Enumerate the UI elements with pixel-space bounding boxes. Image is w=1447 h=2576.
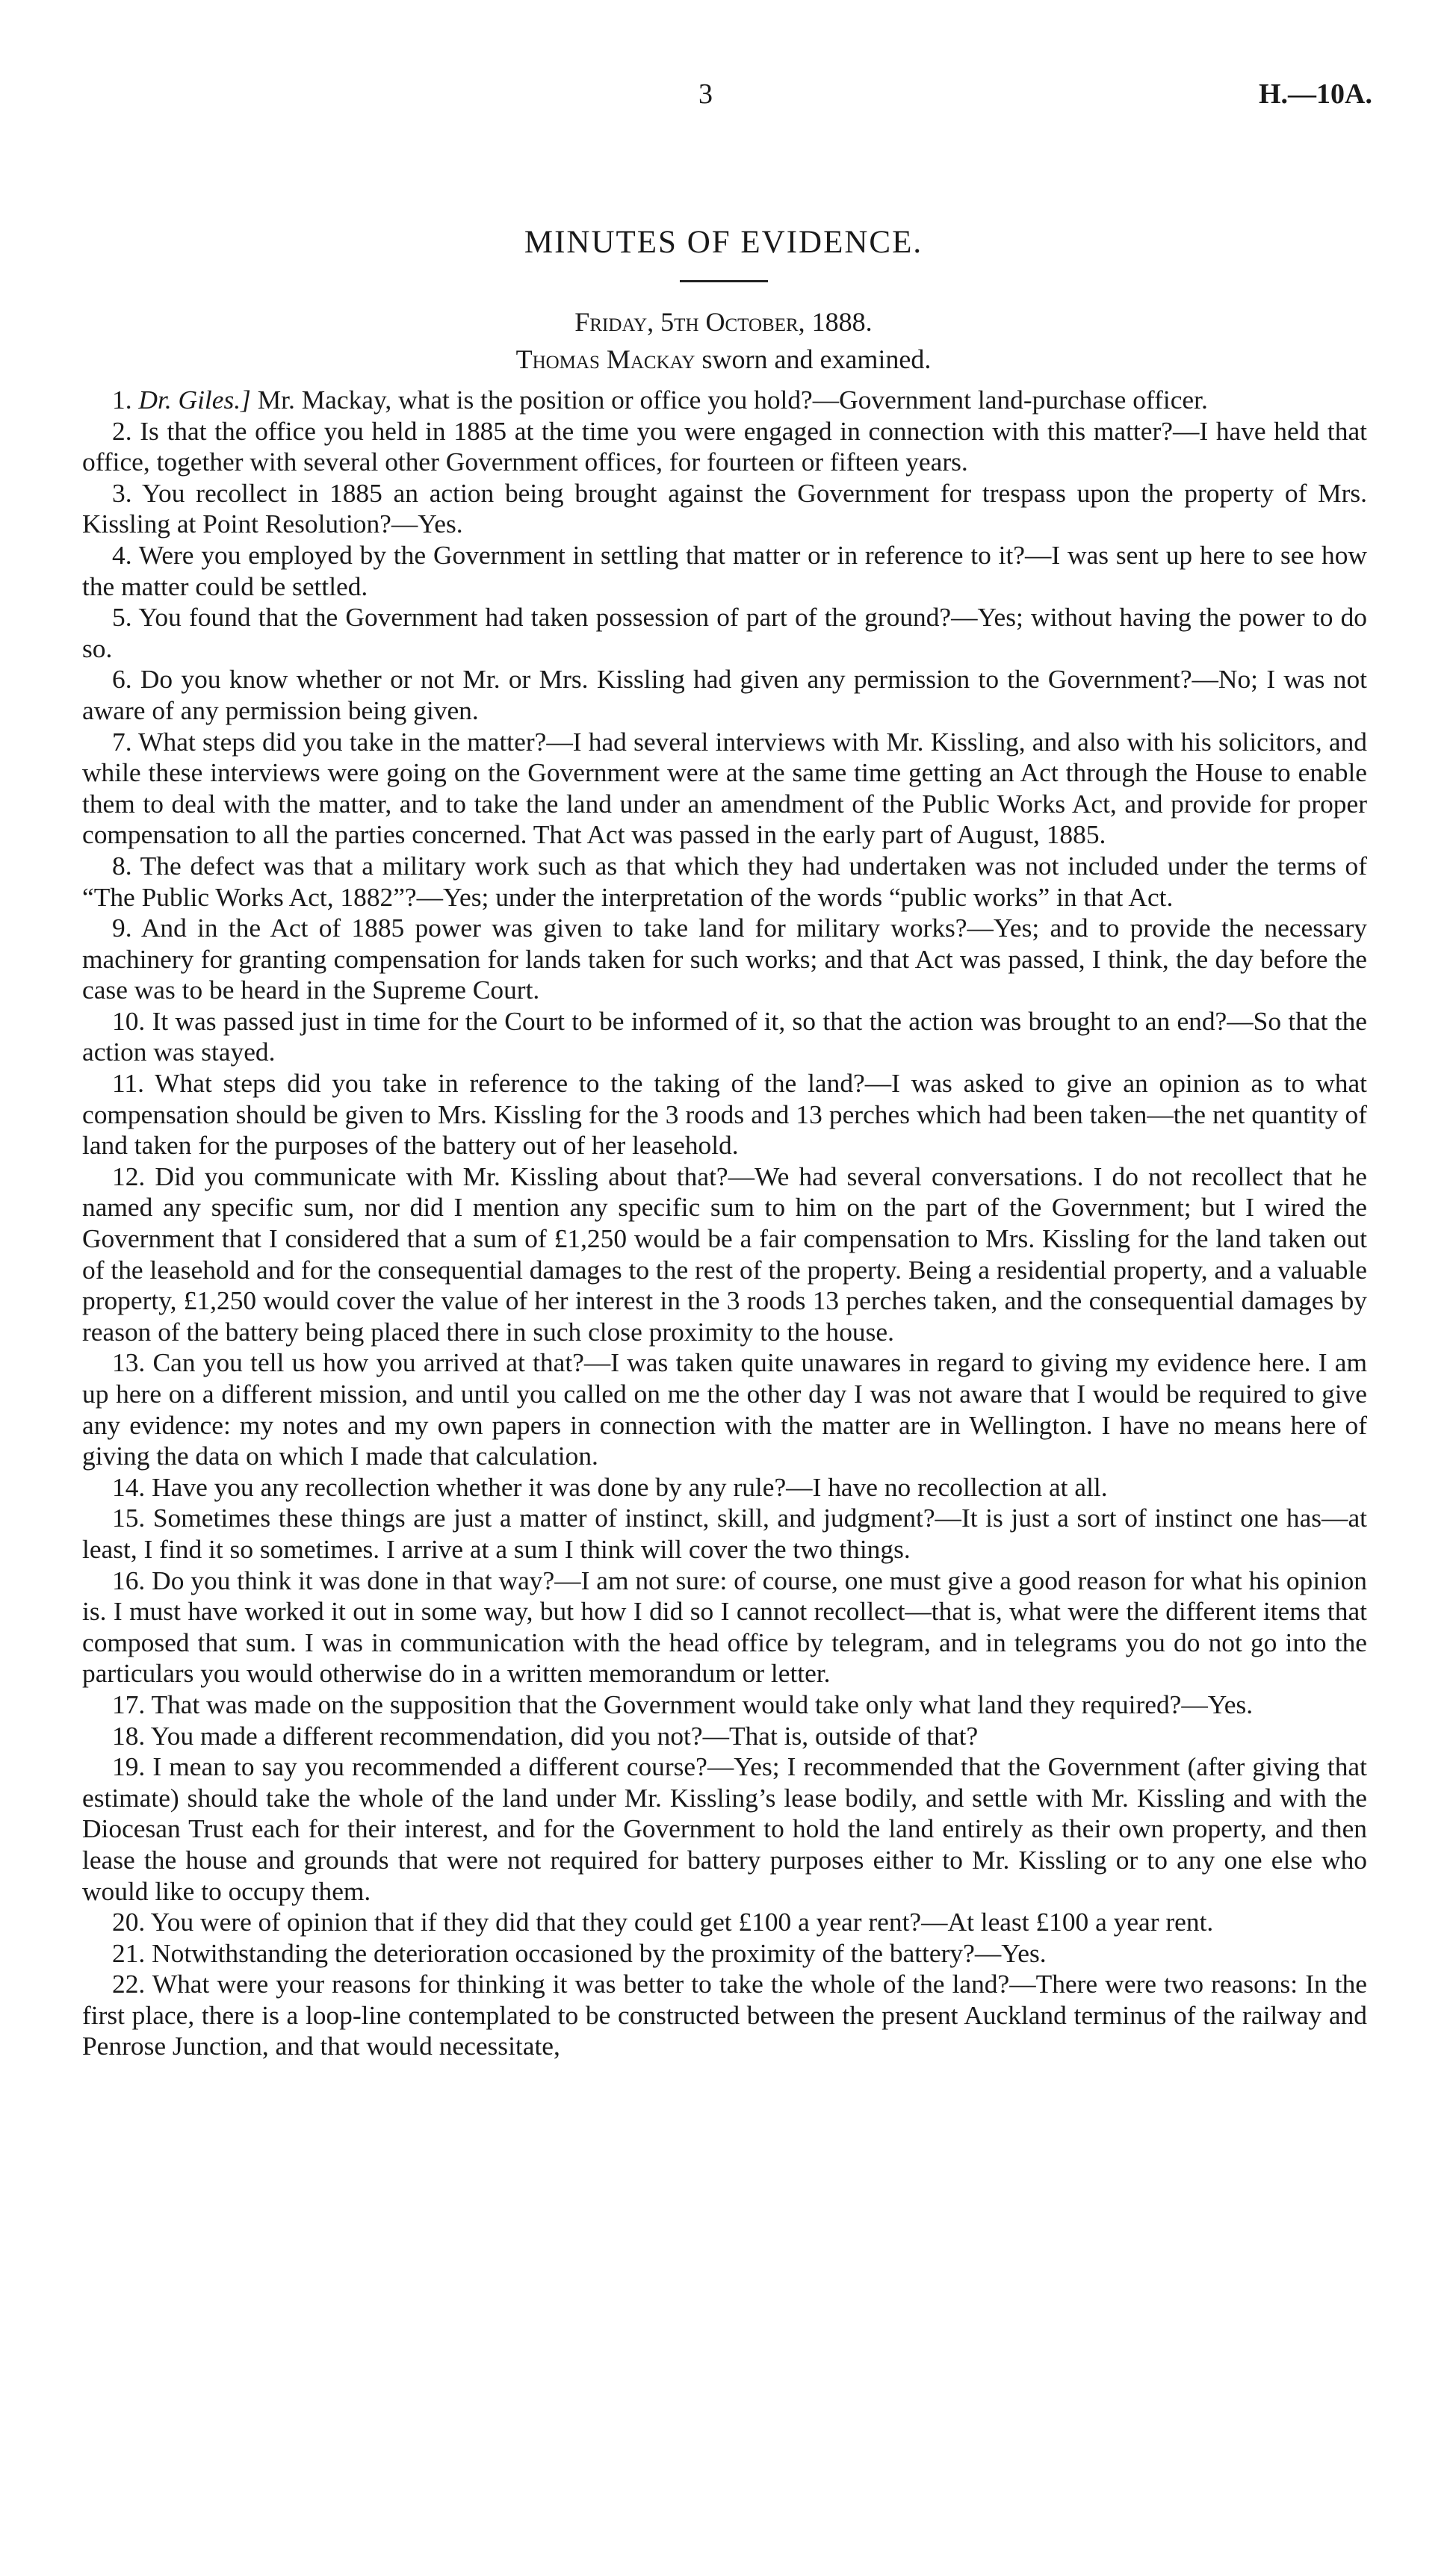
evidence-paragraph: [82, 385, 1367, 416]
question-number: 9.: [112, 913, 132, 943]
question-answer-text: I mean to say you recommended a different course?—Yes; I recommended that the Government (after giving that estimate) should take the whole of the land under Mr. Kissling’s lease bodily, and settle with Mr. Kissling and with the Diocesan Trust each for their interest, and for the Government to hold the land entirely as their own property, and then lease the house and grounds that were not required for battery purposes either to Mr. Kissling or to any one else who would like to occupy them.: [82, 1751, 1367, 1906]
evidence-paragraph: [82, 602, 1367, 664]
evidence-paragraph: [82, 1907, 1367, 1938]
question-number: 14.: [112, 1471, 146, 1502]
evidence-paragraph: [82, 416, 1367, 478]
question-answer-text: Have you any recollection whether it was done by any rule?—I have no recollection at all.: [152, 1471, 1108, 1502]
question-number: 12.: [112, 1161, 146, 1191]
evidence-list: [82, 385, 1367, 2062]
question-number: 21.: [112, 1937, 146, 1968]
question-number: 18.: [112, 1720, 146, 1751]
evidence-paragraph: [82, 1751, 1367, 1907]
question-answer-text: You were of opinion that if they did that they could get £100 a year rent?—At least £100 a year rent.: [150, 1907, 1214, 1937]
title-divider: [680, 280, 768, 282]
question-number: 17.: [112, 1689, 146, 1719]
witness-status: sworn and examined.: [701, 344, 932, 374]
question-answer-text: What steps did you take in reference to the taking of the land?—I was asked to give an opinion as to what compensation should be given to Mrs. Kissling for the 3 roods and 13 perches which had been taken—the net quantity of land taken for the purposes of the battery out of her leasehold.: [82, 1068, 1367, 1161]
evidence-paragraph: [82, 1503, 1367, 1565]
evidence-paragraph: [82, 1472, 1367, 1503]
evidence-paragraph: [82, 1689, 1367, 1721]
question-number: 7.: [112, 726, 132, 757]
page-header: [0, 78, 1447, 122]
evidence-paragraph: [82, 913, 1367, 1006]
question-answer-text: You made a different recommendation, did you not?—That is, outside of that?: [150, 1720, 979, 1751]
page-number: 3: [698, 78, 713, 110]
question-answer-text: Mr. Mackay, what is the position or office you hold?—Government land-purchase officer.: [257, 385, 1208, 415]
evidence-paragraph: [82, 664, 1367, 726]
question-answer-text: It was passed just in time for the Court to be informed of it, so that the action was brought to an end?—So that the action was stayed.: [82, 1005, 1367, 1067]
evidence-paragraph: [82, 1161, 1367, 1348]
evidence-paragraph: [82, 727, 1367, 851]
question-number: 1.: [112, 385, 132, 415]
question-answer-text: Can you tell us how you arrived at that?—I was taken quite unawares in regard to giving my evidence here. I am up here on a different mission, and until you called on me the other day I was not aware that I would be required to give any evidence: my notes and my own papers in connection with the matter are in Wellington. I have no means here of giving the data on which I made that calculation.: [82, 1347, 1368, 1471]
question-number: 16.: [112, 1565, 146, 1595]
question-answer-text: Did you communicate with Mr. Kissling about that?—We had several conversations. I do not recollect that he named any specific sum, nor did I mention any specific sum to him on the part of the Government; but I wired the Government that I considered that a sum of £1,250 would be a fair compensation to Mrs. Kissling for the land taken out of the leasehold and for the consequential damages to the rest of the property. Being a residential property, and a valuable property, £1,250 would cover the value of her interest in the 3 roods 13 perches taken, and the consequential damages by reason of the battery being placed there in such close proximity to the house.: [82, 1161, 1367, 1347]
evidence-paragraph: [82, 1347, 1367, 1471]
question-answer-text: Do you know whether or not Mr. or Mrs. Kissling had given any permission to the Government?—No; I was not aware of any permission being given.: [82, 664, 1367, 725]
question-number: 2.: [112, 415, 132, 446]
question-number: 19.: [112, 1751, 146, 1782]
evidence-paragraph: [82, 478, 1367, 540]
question-number: 8.: [112, 850, 132, 881]
question-number: 4.: [112, 539, 132, 570]
question-number: 3.: [112, 477, 132, 508]
evidence-paragraph: [82, 540, 1367, 602]
evidence-paragraph: [82, 1565, 1367, 1689]
evidence-paragraph: [82, 1938, 1367, 1970]
question-answer-text: What steps did you take in the matter?—I had several interviews with Mr. Kissling, and also with his solicitors, and while these interviews were going on the Government were at the same time getting an Act through the House to enable them to deal with the matter, and to take the land under an amendment of the Public Works Act, and provide for proper compensation to all the parties concerned. That Act was passed in the early part of August, 1885.: [82, 726, 1367, 850]
document-code: H.—10A.: [1259, 78, 1372, 110]
evidence-paragraph: [82, 1721, 1367, 1752]
question-number: 5.: [112, 602, 132, 633]
evidence-paragraph: [82, 1068, 1367, 1161]
witness-name: Thomas Mackay: [515, 344, 695, 374]
question-answer-text: What were your reasons for thinking it was better to take the whole of the land?—There were two reasons: In the first place, there is a loop-line contemplated to be constructed between the present Auckland terminus of the railway and Penrose Junction, and that would necessitate,: [82, 1969, 1367, 2061]
question-number: 11.: [112, 1068, 144, 1099]
question-answer-text: Sometimes these things are just a matter of instinct, skill, and judgment?—It is just a sort of instinct one has—at least, I find it so sometimes. I arrive at a sum I think will cover the two things.: [82, 1503, 1367, 1564]
question-answer-text: That was made on the supposition that the Government would take only what land they required?—Yes.: [151, 1689, 1254, 1719]
evidence-paragraph: [82, 851, 1367, 913]
question-number: 6.: [112, 664, 132, 695]
speaker-name: Dr. Giles.]: [138, 385, 251, 415]
question-number: 15.: [112, 1503, 146, 1533]
question-answer-text: Notwithstanding the deterioration occasioned by the proximity of the battery?—Yes.: [152, 1937, 1047, 1968]
question-answer-text: You recollect in 1885 an action being brought against the Government for trespass upon the property of Mrs. Kissling at Point Resolution?—Yes.: [82, 477, 1367, 539]
evidence-paragraph: [82, 1969, 1367, 2062]
question-answer-text: Were you employed by the Government in settling that matter or in reference to it?—I was sent up here to see how the matter could be settled.: [82, 539, 1367, 601]
question-number: 22.: [112, 1969, 146, 1999]
question-answer-text: Do you think it was done in that way?—I am not sure: of course, one must give a good reason for what his opinion is. I must have worked it out in some way, but how I did so I cannot recollect—that is, what were the different items that composed that sum. I was in communication with the head office by telegram, and in telegrams you do not go into the particulars you would otherwise do in a written memorandum or letter.: [82, 1565, 1367, 1689]
question-answer-text: Is that the office you held in 1885 at the time you were engaged in connection with this matter?—I have held that office, together with several other Government offices, for fourteen or fifteen years.: [82, 415, 1367, 477]
question-number: 10.: [112, 1005, 146, 1036]
question-answer-text: You found that the Government had taken possession of part of the ground?—Yes; without having the power to do so.: [82, 602, 1367, 663]
question-answer-text: The defect was that a military work such as that which they had undertaken was not included under the terms of “The Public Works Act, 1882”?—Yes; under the interpretation of the words “public works” in that Act.: [82, 850, 1367, 912]
evidence-paragraph: [82, 1006, 1367, 1068]
question-number: 20.: [112, 1907, 146, 1937]
session-date: Friday, 5th October, 1888.: [574, 307, 873, 337]
question-answer-text: And in the Act of 1885 power was given to take land for military works?—Yes; and to provide the necessary machinery for granting compensation for lands taken for such works; and that Act was passed, I think, the day before the case was to be heard in the Supreme Court.: [82, 913, 1367, 1005]
question-number: 13.: [112, 1347, 146, 1378]
page-title: MINUTES OF EVIDENCE.: [524, 225, 923, 260]
witness-line: [0, 344, 1447, 375]
